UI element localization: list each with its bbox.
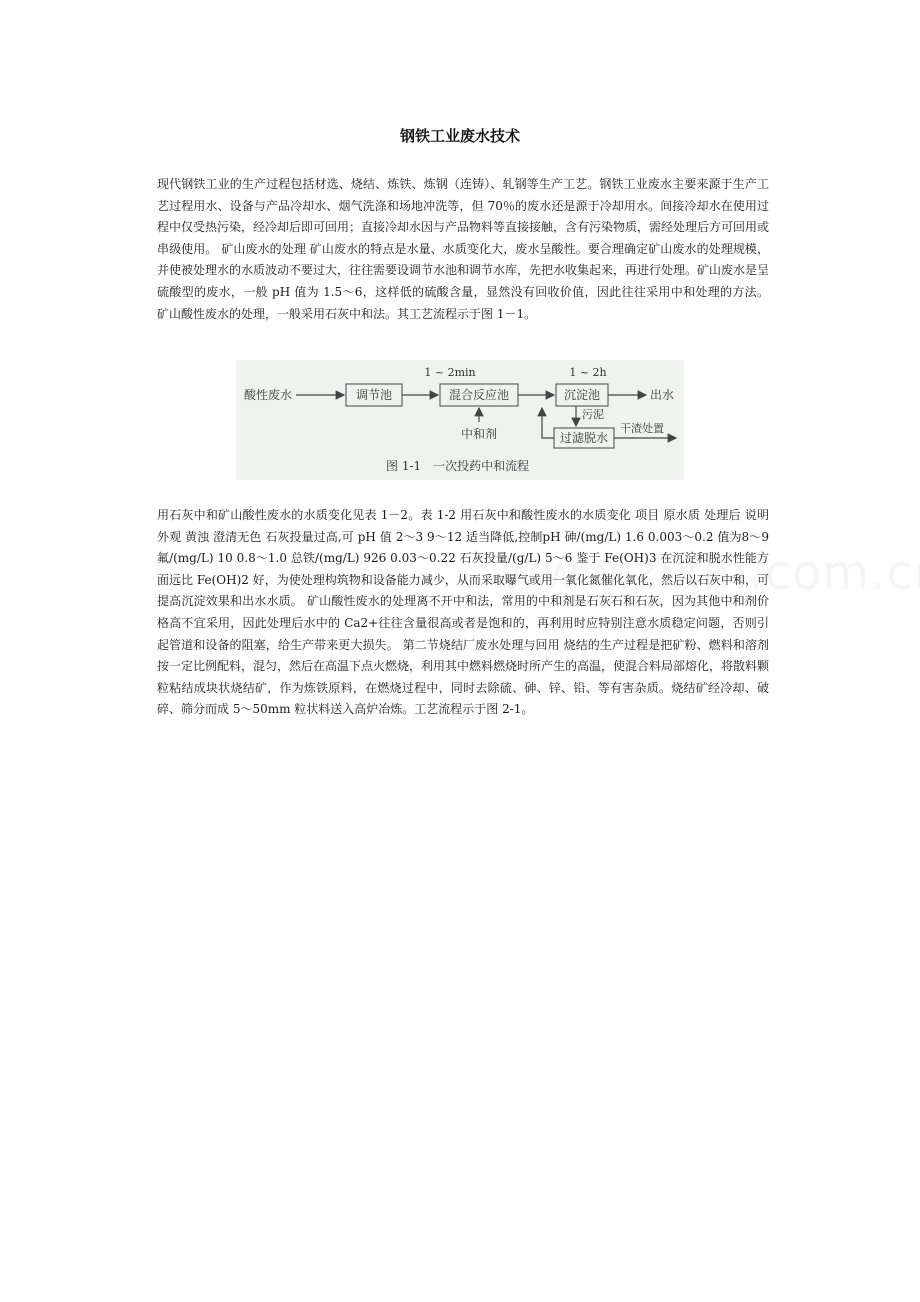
box-filter-dewater-label: 过滤脱水 xyxy=(559,431,609,445)
arrow-return xyxy=(542,408,554,438)
box-settling-tank-label: 沉淀池 xyxy=(563,388,601,402)
box-regulating-tank-label: 调节池 xyxy=(355,388,393,402)
input-label: 酸性废水 xyxy=(244,388,293,402)
flow-diagram xyxy=(236,360,684,480)
paragraph-2: 用石灰中和矿山酸性废水的水质变化见表 1－2。表 1-2 用石灰中和酸性废水的水质变化 项目 原水质 处理后 说明 外观 黄浊 澄清无色 石灰投量过高,可 pH 值 2～3 9～12 适当降低,控制pH 砷/(mg/L) 1.6 0.003～0.2 值为8～9 氟/(mg/L) 10 0.8～1.0 总铁/(mg/L) 926 0.03～0.22 石灰投量/(g/L) 5～6 鉴于 Fe(OH)3 在沉淀和脱水性能方面远比 Fe(OH)2 好，为使处理构筑物和设备能力减少，从而采取曝气或用一氧化氮催化氧化，然后以石灰中和，可提高沉淀效果和出水水质。 矿山酸性废水的处理离不开中和法，常用的中和剂是石灰石和石灰，因为其他中和剂价格高不宜采用，因此处理后水中的 Ca2+往往含量很高或者是饱和的，再利用时应特别注意水质稳定问题，否则引起管道和设备的阻塞，给生产带来更大损失。 第二节烧结厂废水处理与回用 烧结的生产过程是把矿粉、燃料和溶剂按一定比例配料，混匀，然后在高温下点火燃烧，利用其中燃料燃烧时所产生的高温，使混合料局部熔化，将散料颗粒粘结成块状烧结矿，作为炼铁原料，在燃烧过程中，同时去除硫、砷、锌、铅、等有害杂质。烧结矿经冷却、破碎、筛分而成 5～50mm 粒状料送入高炉冶炼。工艺流程示于图 2-1。 xyxy=(157,508,770,717)
reagent-label: 中和剂 xyxy=(460,427,498,441)
time-label-2: 1 ~ 2h xyxy=(569,366,607,379)
residue-label: 干渣处置 xyxy=(620,422,664,435)
flow-diagram-figure xyxy=(236,360,684,480)
figure-caption: 图 1-1 一次投药中和流程 xyxy=(386,459,530,473)
time-label-1: 1 ~ 2min xyxy=(424,366,476,379)
document-title: 钢铁工业废水技术 xyxy=(399,127,520,145)
sludge-label: 污泥 xyxy=(582,408,604,421)
paragraph-1: 现代钢铁工业的生产过程包括材选、烧结、炼铁、炼钢（连铸）、轧钢等生产工艺。钢铁工业废水主要来源于生产工艺过程用水、设备与产品冷却水、烟气洗涤和场地冲洗等，但 70％的废水还是源于冷却用水。间接冷却水在使用过程中仅受热污染，经冷却后即可回用；直接冷却水因与产品物料等直接接触，含有污染物质，需经处理后方可回用或串级使用。 矿山废水的处理 矿山废水的特点是水量、水质变化大，废水呈酸性。要合理确定矿山废水的处理规模，并使被处理水的水质波动不要过大，往往需要设调节水池和调节水库，先把水收集起来，再进行处理。矿山废水是呈硫酸型的废水，一般 pH 值为 1.5～6，这样低的硫酸含量，显然没有回收价值，因此往往采用中和处理的方法。 矿山酸性废水的处理，一般采用石灰中和法。其工艺流程示于图 1－1。 xyxy=(157,177,770,321)
box-mixing-tank-label: 混合反应池 xyxy=(448,388,510,402)
output-label: 出水 xyxy=(650,388,675,402)
